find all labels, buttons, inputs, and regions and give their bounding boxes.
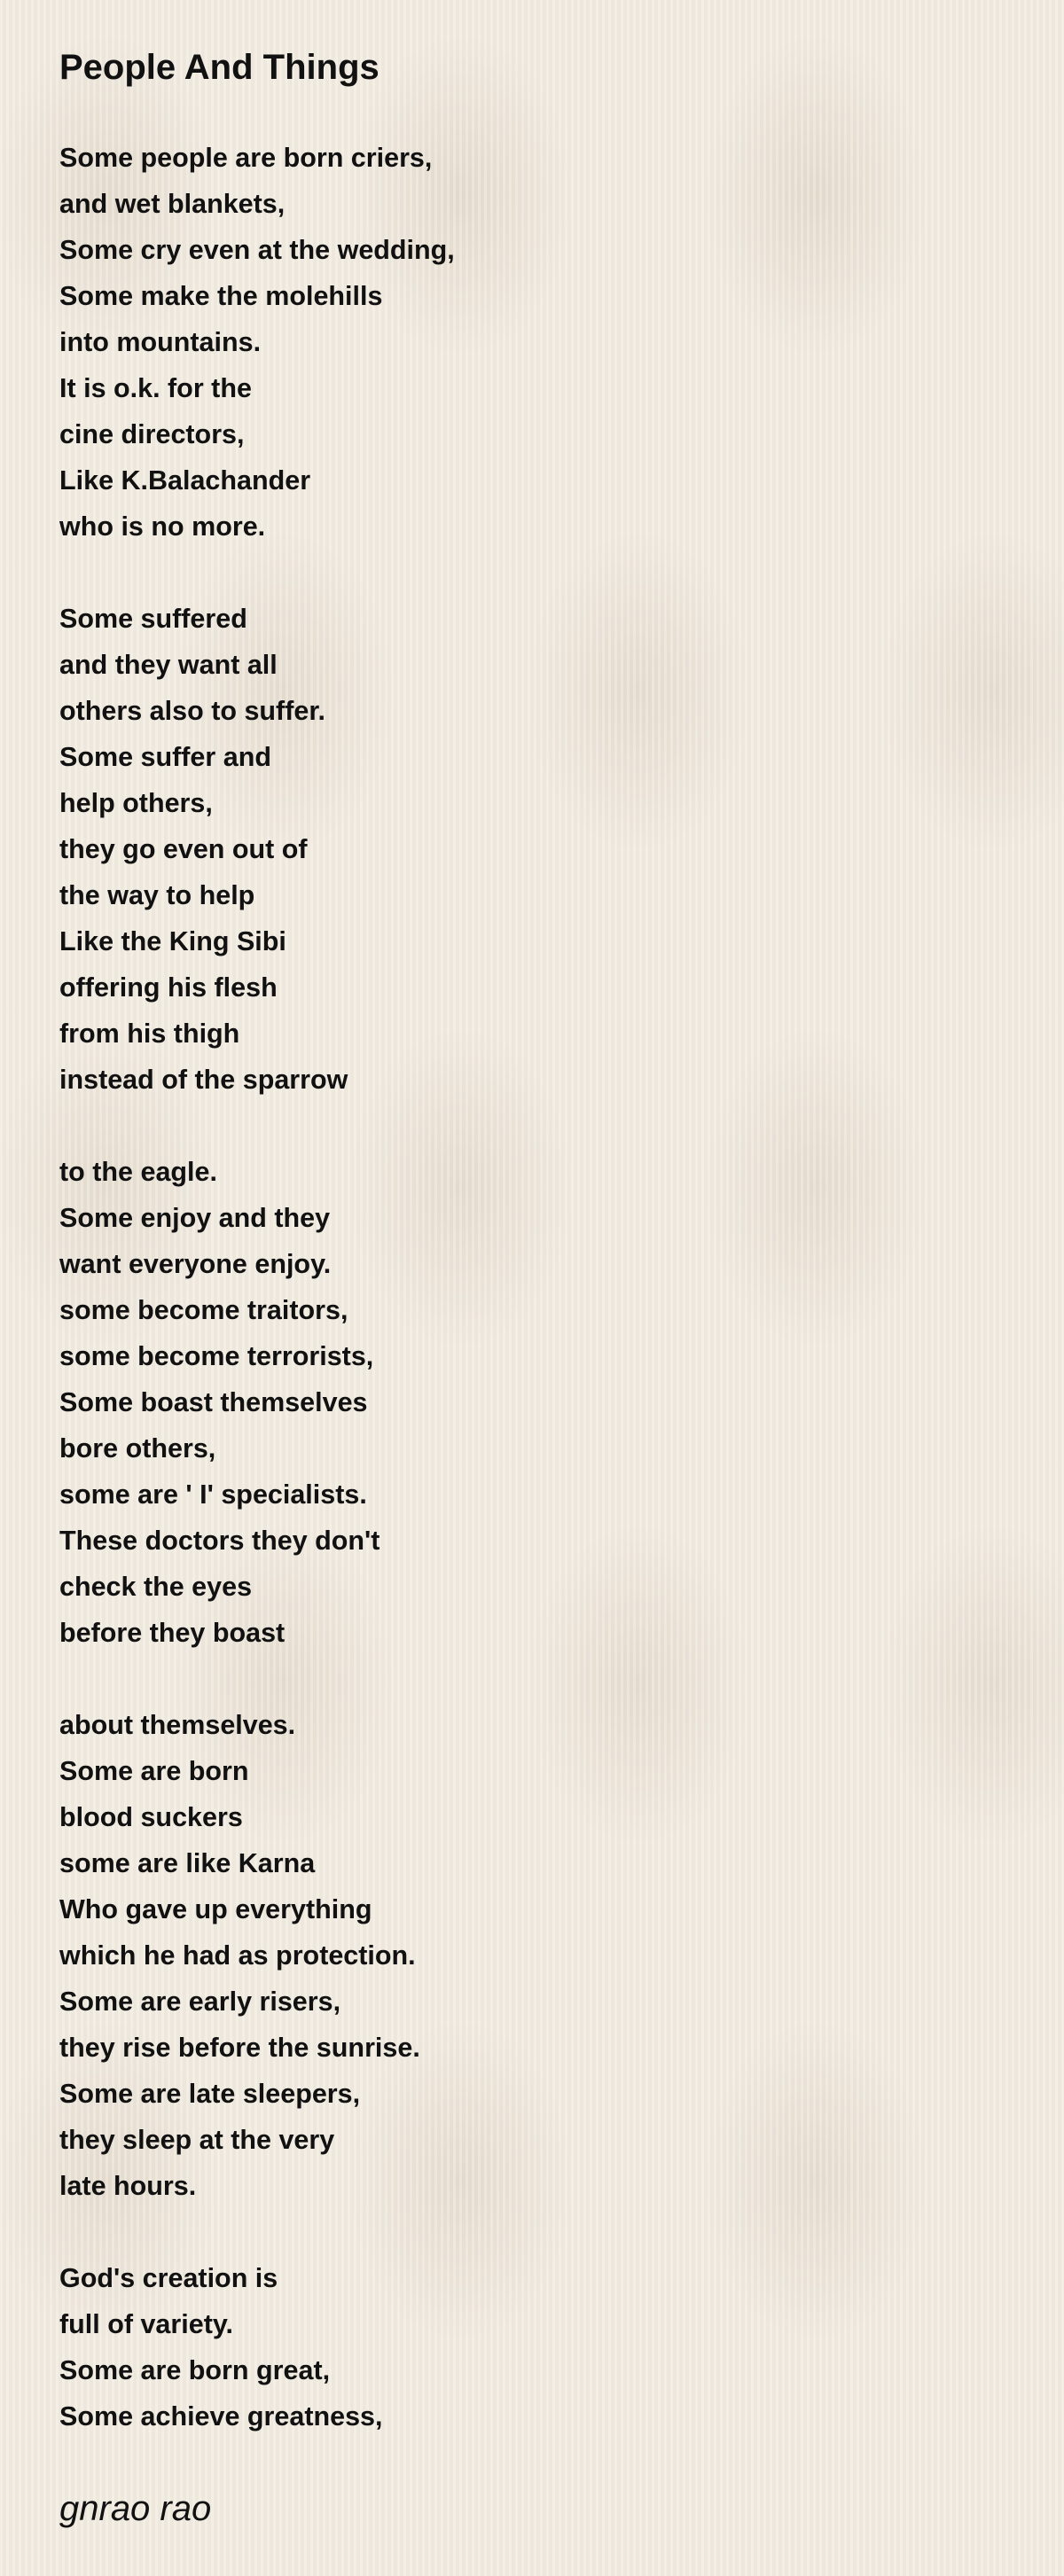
poem-title: People And Things (59, 48, 379, 87)
poem-author: gnrao rao (59, 2489, 212, 2528)
poem-line: Some suffered (59, 604, 247, 634)
poem-line: Some boast themselves (59, 1387, 368, 1417)
poem-line: into mountains. (59, 327, 262, 357)
poem-line: before they boast (59, 1618, 286, 1648)
poem-line: and they want all (59, 650, 278, 680)
poem-line: late hours. (59, 2171, 197, 2201)
poem-line: they sleep at the very (59, 2125, 335, 2155)
poem-line: to the eagle. (59, 1157, 217, 1187)
poem-line: cine directors, (59, 419, 245, 449)
poem-line: they rise before the sunrise. (59, 2033, 420, 2063)
poem-line: Some cry even at the wedding, (59, 235, 455, 265)
poem-line: Some achieve greatness, (59, 2401, 383, 2432)
poem-line: some are ' I' specialists. (59, 1479, 367, 1510)
poem-line: blood suckers (59, 1802, 243, 1832)
poem-body (59, 135, 1017, 2439)
poem-line: These doctors they don't (59, 1526, 380, 1556)
poem-line: help others, (59, 788, 213, 818)
poem-line: Some enjoy and they (59, 1203, 331, 1233)
poem-line: full of variety. (59, 2309, 234, 2339)
stanza-2 (59, 596, 1017, 1103)
poem-line: some are like Karna (59, 1848, 316, 1878)
poem-line: It is o.k. for the (59, 373, 252, 403)
poem-line: bore others, (59, 1433, 216, 1464)
poem-line: Some are late sleepers, (59, 2079, 361, 2109)
poem-line: Who gave up everything (59, 1894, 372, 1924)
poem-line: Some are born (59, 1756, 249, 1786)
poem-container (59, 43, 1017, 2486)
poem-line: the way to help (59, 880, 255, 910)
poem-line: they go even out of (59, 834, 308, 864)
poem-line: about themselves. (59, 1710, 296, 1740)
stanza-1 (59, 135, 1017, 550)
poem-line: and wet blankets, (59, 189, 286, 219)
poem-line: some become traitors, (59, 1295, 348, 1325)
poem-line: which he had as protection. (59, 1940, 416, 1971)
poem-line: Some are born great, (59, 2355, 331, 2385)
poem-line: who is no more. (59, 511, 266, 542)
stanza-4 (59, 1702, 1017, 2209)
poem-line: Like K.Balachander (59, 465, 311, 496)
poem-line: others also to suffer. (59, 696, 325, 726)
poem-line: Some are early risers, (59, 1987, 341, 2017)
poem-line: want everyone enjoy. (59, 1249, 332, 1279)
poem-line: offering his flesh (59, 972, 278, 1003)
poem-line: check the eyes (59, 1572, 253, 1602)
poem-line: instead of the sparrow (59, 1065, 348, 1095)
poem-line: Some people are born criers, (59, 143, 433, 173)
poem-line: God's creation is (59, 2263, 278, 2293)
stanza-3 (59, 1149, 1017, 1656)
poem-line: from his thigh (59, 1019, 240, 1049)
poem-line: Some make the molehills (59, 281, 383, 311)
poem-line: Some suffer and (59, 742, 271, 772)
poem-line: Like the King Sibi (59, 926, 286, 956)
poem-line: some become terrorists, (59, 1341, 374, 1371)
stanza-5 (59, 2255, 1017, 2439)
